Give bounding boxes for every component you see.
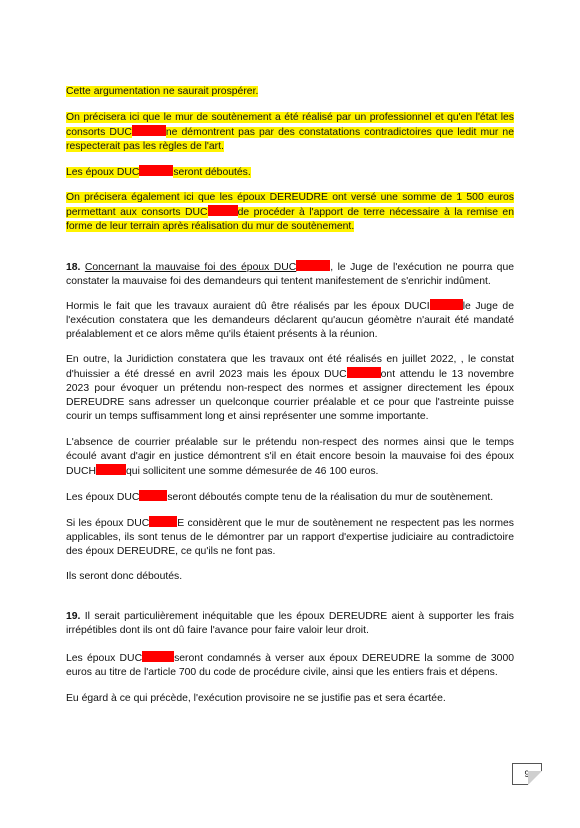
- redaction-block: [132, 125, 166, 136]
- page-fold-icon: [528, 771, 542, 785]
- page-number: 9: [524, 769, 530, 779]
- highlighted-text: ne démontrent pas par des constatations contradictoires que ledit mur ne respecterait pas les règles de l'art.: [66, 127, 514, 152]
- highlighted-text: seront déboutés.: [173, 167, 251, 178]
- paragraph-text: Ils seront donc déboutés.: [66, 571, 183, 582]
- highlighted-text: Les époux DUC: [66, 167, 140, 178]
- paragraph-argument: [66, 85, 514, 99]
- highlighted-text: On précisera également ici que les époux DEREUDRE ont versé une somme de 1 500 euros permettant aux consorts DUC: [66, 192, 514, 218]
- redaction-block: [347, 367, 381, 378]
- paragraph-si-les-epoux: [66, 516, 514, 559]
- highlighted-text: Cette argumentation ne saurait prospérer.: [66, 86, 259, 97]
- paragraph-en-outre: [66, 353, 514, 424]
- redaction-block: [139, 165, 173, 176]
- paragraph-hormis: [66, 299, 514, 342]
- highlighted-text: On précisera ici que le mur de soutènement a été réalisé par un professionnel et qu'en l'état les consorts DUC: [66, 112, 514, 138]
- redaction-block: [208, 205, 238, 216]
- paragraph-text: Les époux DUC: [66, 653, 143, 664]
- paragraph-donc-deboutes: [66, 570, 514, 584]
- paragraph-text: Hormis le fait que les travaux auraient dû être réalisés par les époux DUCI: [66, 301, 430, 312]
- paragraph-text: seront déboutés compte tenu de la réalisation du mur de soutènement.: [167, 492, 494, 503]
- paragraph-text: seront condamnés à verser aux époux DEREUDRE la somme de 3000 euros au titre de l'article 700 du code de procédure civile, ainsi que les entiers frais et dépens.: [66, 653, 514, 678]
- paragraph-text: ont attendu le 13 novembre 2023 pour évoquer un prétendu non-respect des normes et assigner directement les époux DEREUDRE sans adresser un quelconque courrier préalable et ce pour que l'astreinte puisse courir un temps suffisamment long et ainsi représenter une somme importante.: [66, 369, 514, 422]
- highlighted-text: de procéder à l'apport de terre nécessaire à la remise en forme de leur terrain après réalisation du mur de soutènement.: [66, 207, 514, 232]
- paragraph-versement: [66, 191, 514, 234]
- paragraph-text: L'absence de courrier préalable sur le prétendu non-respect des normes ainsi que le temps écoulé avant d'agir en justice démontrent s'il en était encore besoin la mauvaise foi des époux DUCH: [66, 437, 514, 477]
- paragraph-deboutes-1: [66, 165, 514, 180]
- paragraph-18: [66, 260, 514, 289]
- redaction-block: [96, 464, 126, 475]
- paragraph-mur-professionnel: [66, 111, 514, 154]
- paragraph-condamnes: [66, 651, 514, 680]
- paragraph-text: Les époux DUC: [66, 492, 140, 503]
- redaction-block: [430, 299, 463, 310]
- paragraph-text: En outre, la Juridiction constatera que les travaux ont été réalisés en juillet 2022, , le constat d'huissier a été dressé en avril 2023 mais les époux DUC: [66, 354, 514, 380]
- paragraph-deboutes-2: [66, 490, 514, 505]
- paragraph-text: Si les époux DUC: [66, 518, 150, 529]
- paragraph-text: qui sollicitent une somme démesurée de 46 100 euros.: [126, 466, 379, 477]
- redaction-block: [296, 260, 330, 271]
- redaction-block: [149, 516, 177, 527]
- paragraph-text: Eu égard à ce qui précède, l'exécution provisoire ne se justifie pas et sera écartée.: [66, 693, 446, 704]
- underlined-text: Concernant la mauvaise foi des époux DUC: [84, 262, 297, 273]
- paragraph-19: [66, 610, 514, 638]
- section-number: 18.: [66, 262, 81, 273]
- paragraph-execution-provisoire: [66, 692, 514, 706]
- paragraph-text: le Juge de l'exécution constatera que les demandeurs déclarent qu'aucun géomètre n'aurait été mandaté préalablement et ce alors même qu'ils étaient présents à la réunion.: [66, 301, 514, 340]
- section-number: 19.: [66, 611, 81, 622]
- paragraph-absence-courrier: [66, 436, 514, 479]
- redaction-block: [139, 490, 167, 501]
- page-number-box: [512, 763, 542, 785]
- paragraph-text: , le Juge de l'exécution ne pourra que constater la mauvaise foi des demandeurs qui tentent manifestement de s'enrichir indûment.: [66, 262, 514, 287]
- paragraph-text: Il serait particulièrement inéquitable que les époux DEREUDRE aient à supporter les frais irrépétibles dont ils ont dû faire l'avance pour faire valoir leur droit.: [66, 611, 514, 636]
- paragraph-text: E considèrent que le mur de soutènement ne respectent pas les normes applicables, ils sont tenus de le démontrer par un rapport d'expertise judiciaire au contradictoire des époux DEREUDRE, ce qu'ils ne font pas.: [66, 518, 514, 557]
- redaction-block: [142, 651, 174, 662]
